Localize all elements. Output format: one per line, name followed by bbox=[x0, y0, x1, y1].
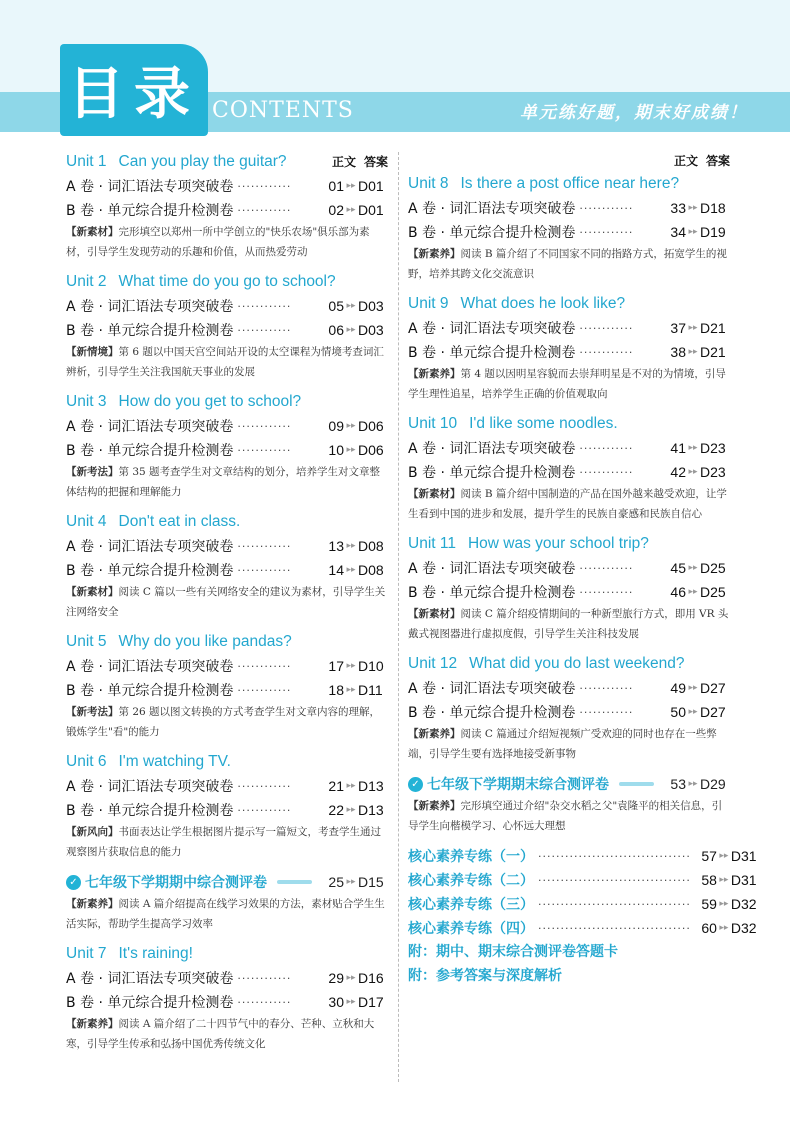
leader-dots: ············ bbox=[579, 321, 634, 335]
answer-page: D32 bbox=[730, 896, 757, 912]
unit-title: Can you play the guitar? bbox=[118, 153, 287, 170]
note-tag: 【新考法】 bbox=[66, 466, 119, 478]
unit-title-row bbox=[408, 292, 730, 316]
note-text: 第 6 题以中国天宫空间站开设的太空课程为情境考查词汇辨析，引导学生关注我国航天事业的发展 bbox=[66, 346, 384, 378]
arrow-icon: ▸▸ bbox=[346, 877, 356, 887]
note-tag: 【新素养】 bbox=[408, 800, 461, 812]
arrow-icon: ▸▸ bbox=[688, 227, 698, 237]
leader-dots: ·································· bbox=[538, 873, 691, 887]
page-number: 45 bbox=[670, 560, 686, 576]
unit-note bbox=[66, 342, 388, 382]
unit-note bbox=[408, 796, 730, 836]
appendix-answers[interactable]: 附：参考答案与深度解析 bbox=[408, 968, 562, 984]
unit-block bbox=[66, 510, 388, 622]
arrow-icon: ▸▸ bbox=[688, 587, 698, 597]
toc-row[interactable] bbox=[66, 798, 388, 822]
page-number: 21 bbox=[328, 778, 344, 794]
answer-page: D08 bbox=[358, 538, 384, 554]
toc-label: A 卷 · 词汇语法专项突破卷 bbox=[66, 539, 234, 555]
unit-number: Unit 1 bbox=[66, 153, 107, 170]
note-text: 阅读 C 篇通过介绍短视频广受欢迎的同时也存在一些弊端，引导学生要有选择地接受新事物 bbox=[408, 728, 717, 760]
page-number: 29 bbox=[328, 970, 344, 986]
leader-dots: ·································· bbox=[538, 849, 691, 863]
unit-title: Don't eat in class. bbox=[118, 513, 241, 530]
unit-title-row bbox=[408, 412, 730, 436]
answer-page: D27 bbox=[700, 704, 726, 720]
arrow-icon: ▸▸ bbox=[346, 541, 356, 551]
page-number: 49 bbox=[670, 680, 686, 696]
arrow-icon: ▸▸ bbox=[346, 301, 356, 311]
leader-dots: ············ bbox=[579, 705, 634, 719]
note-tag: 【新素材】 bbox=[66, 226, 119, 238]
toc-row[interactable] bbox=[408, 220, 730, 244]
answer-page: D15 bbox=[358, 874, 384, 890]
arrow-icon: ▸▸ bbox=[688, 443, 698, 453]
unit-number: Unit 2 bbox=[66, 273, 107, 290]
unit-note bbox=[66, 222, 388, 262]
leader-dots: ············ bbox=[579, 561, 634, 575]
toc-row[interactable] bbox=[66, 414, 388, 438]
unit-number: Unit 4 bbox=[66, 513, 107, 530]
page-number: 09 bbox=[328, 418, 344, 434]
note-text: 第 35 题考查学生对文章结构的划分，培养学生对文章整体结构的把握和理解能力 bbox=[66, 466, 381, 498]
note-text: 书面表达让学生根据图片提示写一篇短文，考查学生通过观察图片获取信息的能力 bbox=[66, 826, 381, 858]
special-label: 核心素养专练（一） bbox=[408, 849, 534, 865]
page-number: 60 bbox=[701, 920, 717, 936]
note-tag: 【新素养】 bbox=[66, 898, 119, 910]
leader-dots: ············ bbox=[237, 683, 292, 697]
unit-note bbox=[66, 582, 388, 622]
answer-page: D23 bbox=[700, 464, 726, 480]
arrow-icon: ▸▸ bbox=[346, 565, 356, 575]
answer-page: D32 bbox=[730, 920, 757, 936]
note-tag: 【新素养】 bbox=[408, 248, 461, 260]
page-number: 13 bbox=[328, 538, 344, 554]
arrow-icon: ▸▸ bbox=[719, 923, 729, 933]
toc-row[interactable] bbox=[408, 316, 730, 340]
toc-label: A 卷 · 词汇语法专项突破卷 bbox=[408, 561, 576, 577]
leader-dots: ············ bbox=[579, 465, 634, 479]
toc-row[interactable] bbox=[66, 174, 388, 198]
page-number: 50 bbox=[670, 704, 686, 720]
unit-note bbox=[66, 894, 388, 934]
unit-block bbox=[66, 390, 388, 502]
leader-dots: ·································· bbox=[538, 921, 691, 935]
note-text: 阅读 C 篇介绍疫情期间的一种新型旅行方式，即用 VR 头戴式视图器进行虚拟度假，引导学生关注科技发展 bbox=[408, 608, 729, 640]
page-number: 10 bbox=[328, 442, 344, 458]
toc-label: A 卷 · 词汇语法专项突破卷 bbox=[66, 179, 234, 195]
toc-row[interactable] bbox=[408, 460, 730, 484]
unit-title-row bbox=[408, 532, 730, 556]
answer-page: D25 bbox=[700, 560, 726, 576]
toc-row[interactable] bbox=[408, 556, 730, 580]
answer-page: D11 bbox=[358, 682, 383, 698]
arrow-icon: ▸▸ bbox=[688, 467, 698, 477]
answer-page: D21 bbox=[700, 344, 726, 360]
answer-page: D01 bbox=[358, 178, 384, 194]
note-tag: 【新素养】 bbox=[408, 728, 461, 740]
unit-block bbox=[408, 172, 730, 284]
page-number: 59 bbox=[701, 896, 717, 912]
unit-title-row bbox=[66, 150, 388, 174]
page-number: 05 bbox=[328, 298, 344, 314]
answer-page: D16 bbox=[358, 970, 384, 986]
arrow-icon: ▸▸ bbox=[346, 685, 356, 695]
page-number: 17 bbox=[328, 658, 344, 674]
arrow-icon: ▸▸ bbox=[688, 683, 698, 693]
note-tag: 【新素养】 bbox=[408, 368, 461, 380]
page-number: 02 bbox=[328, 202, 344, 218]
page-number: 34 bbox=[670, 224, 686, 240]
note-text: 阅读 A 篇介绍了二十四节气中的春分、芒种、立秋和大寒，引导学生传承和弘扬中国优秀传统文化 bbox=[66, 1018, 375, 1050]
unit-title: How do you get to school? bbox=[118, 393, 302, 410]
leader-dots: ············ bbox=[237, 563, 292, 577]
toc-label: A 卷 · 词汇语法专项突破卷 bbox=[408, 681, 576, 697]
toc-label: B 卷 · 单元综合提升检测卷 bbox=[408, 345, 576, 361]
unit-title: How was your school trip? bbox=[467, 535, 649, 552]
leader-dots: ············ bbox=[579, 201, 634, 215]
note-text: 阅读 A 篇介绍提高在线学习效果的方法，素材贴合学生生活实际，帮助学生提高学习效率 bbox=[66, 898, 385, 930]
answer-page: D27 bbox=[700, 680, 726, 696]
unit-note bbox=[408, 244, 730, 284]
toc-label: A 卷 · 词汇语法专项突破卷 bbox=[66, 659, 234, 675]
unit-title: I'm watching TV. bbox=[118, 753, 231, 770]
check-icon: ✓ bbox=[66, 875, 81, 890]
unit-block bbox=[66, 750, 388, 862]
right-column bbox=[408, 150, 757, 988]
answer-page: D01 bbox=[358, 202, 384, 218]
toc-label: A 卷 · 词汇语法专项突破卷 bbox=[66, 971, 234, 987]
toc-row[interactable] bbox=[66, 654, 388, 678]
toc-row[interactable] bbox=[408, 436, 730, 460]
answer-page: D19 bbox=[700, 224, 726, 240]
note-tag: 【新素材】 bbox=[66, 586, 119, 598]
arrow-icon: ▸▸ bbox=[719, 899, 729, 909]
leader-dots: ············ bbox=[237, 779, 292, 793]
toc-label: A 卷 · 词汇语法专项突破卷 bbox=[408, 321, 576, 337]
page-number: 53 bbox=[670, 776, 686, 792]
toc-row[interactable] bbox=[66, 198, 388, 222]
answer-page: D13 bbox=[358, 778, 384, 794]
arrow-icon: ▸▸ bbox=[688, 707, 698, 717]
answer-page: D06 bbox=[358, 442, 384, 458]
special-label: 核心素养专练（三） bbox=[408, 897, 534, 913]
answer-page: D29 bbox=[700, 776, 726, 792]
leader-dots: ············ bbox=[237, 299, 292, 313]
unit-note bbox=[66, 822, 388, 862]
column-headers bbox=[408, 150, 730, 170]
note-text: 完形填空以郑州一所中学创立的"快乐农场"俱乐部为素材，引导学生发现劳动的乐趣和价值，从而热爱劳动 bbox=[66, 226, 370, 258]
page-number: 46 bbox=[670, 584, 686, 600]
unit-note bbox=[408, 484, 730, 524]
unit-note bbox=[66, 1014, 388, 1054]
unit-note bbox=[66, 462, 388, 502]
note-tag: 【新素材】 bbox=[408, 488, 461, 500]
toc-label: B 卷 · 单元综合提升检测卷 bbox=[66, 803, 234, 819]
unit-block bbox=[66, 150, 388, 262]
leader-dots: ············ bbox=[237, 179, 292, 193]
arrow-icon: ▸▸ bbox=[688, 347, 698, 357]
title-box bbox=[60, 44, 208, 136]
toc-label: B 卷 · 单元综合提升检测卷 bbox=[408, 705, 576, 721]
unit-number: Unit 5 bbox=[66, 633, 107, 650]
column-header-answer: 答案 bbox=[705, 153, 730, 168]
answer-page: D25 bbox=[700, 584, 726, 600]
note-tag: 【新情境】 bbox=[66, 346, 119, 358]
arrow-icon: ▸▸ bbox=[346, 997, 356, 1007]
leader-dots: ·································· bbox=[538, 897, 691, 911]
unit-number: Unit 8 bbox=[408, 175, 449, 192]
page-number: 33 bbox=[670, 200, 686, 216]
arrow-icon: ▸▸ bbox=[688, 323, 698, 333]
arrow-icon: ▸▸ bbox=[719, 851, 729, 861]
answer-page: D17 bbox=[358, 994, 384, 1010]
unit-note bbox=[408, 724, 730, 764]
arrow-icon: ▸▸ bbox=[346, 805, 356, 815]
page-number: 58 bbox=[701, 872, 717, 888]
page-number: 38 bbox=[670, 344, 686, 360]
column-header-text: 正文 bbox=[673, 153, 698, 168]
check-icon: ✓ bbox=[408, 777, 423, 792]
unit-block bbox=[66, 630, 388, 742]
page-number: 22 bbox=[328, 802, 344, 818]
special-practice-row[interactable] bbox=[408, 892, 757, 916]
arrow-icon: ▸▸ bbox=[346, 181, 356, 191]
unit-number: Unit 10 bbox=[408, 415, 458, 432]
special-practice-list bbox=[408, 844, 757, 940]
page-number: 30 bbox=[328, 994, 344, 1010]
unit-title-row bbox=[408, 652, 730, 676]
unit-note bbox=[408, 604, 730, 644]
midterm-block bbox=[66, 870, 388, 934]
toc-label: B 卷 · 单元综合提升检测卷 bbox=[66, 995, 234, 1011]
unit-block bbox=[66, 942, 388, 1054]
toc-row[interactable] bbox=[408, 340, 730, 364]
special-practice-row[interactable] bbox=[408, 868, 757, 892]
decorative-bar bbox=[619, 782, 654, 786]
unit-title: What time do you go to school? bbox=[118, 273, 336, 290]
toc-row[interactable] bbox=[66, 966, 388, 990]
toc-label: B 卷 · 单元综合提升检测卷 bbox=[66, 323, 234, 339]
final-row[interactable] bbox=[408, 772, 730, 796]
toc-row[interactable] bbox=[408, 580, 730, 604]
toc-row[interactable] bbox=[66, 294, 388, 318]
note-tag: 【新考法】 bbox=[66, 706, 119, 718]
answer-page: D03 bbox=[358, 298, 384, 314]
special-practice-row[interactable] bbox=[408, 916, 757, 940]
answer-page: D13 bbox=[358, 802, 384, 818]
appendix-answer-sheet[interactable]: 附：期中、期末综合测评卷答题卡 bbox=[408, 944, 618, 960]
unit-title: Is there a post office near here? bbox=[460, 175, 680, 192]
page-number: 18 bbox=[328, 682, 344, 698]
toc-label: B 卷 · 单元综合提升检测卷 bbox=[408, 465, 576, 481]
note-text: 第 26 题以图文转换的方式考查学生对文章内容的理解，锻炼学生"看"的能力 bbox=[66, 706, 381, 738]
toc-label: A 卷 · 词汇语法专项突破卷 bbox=[66, 299, 234, 315]
toc-label: B 卷 · 单元综合提升检测卷 bbox=[66, 443, 234, 459]
toc-label: B 卷 · 单元综合提升检测卷 bbox=[66, 563, 234, 579]
note-text: 第 4 题以因明星容貌而去崇拜明星是不对的为情境，引导学生理性追星，培养学生正确的价值观取向 bbox=[408, 368, 726, 400]
column-divider bbox=[398, 152, 399, 1082]
page-number: 14 bbox=[328, 562, 344, 578]
leader-dots: ············ bbox=[237, 203, 292, 217]
answer-page: D03 bbox=[358, 322, 384, 338]
final-title: 七年级下学期期末综合测评卷 bbox=[427, 777, 609, 793]
special-label: 核心素养专练（二） bbox=[408, 873, 534, 889]
toc-label: B 卷 · 单元综合提升检测卷 bbox=[66, 683, 234, 699]
arrow-icon: ▸▸ bbox=[346, 325, 356, 335]
leader-dots: ············ bbox=[237, 443, 292, 457]
toc-row[interactable] bbox=[408, 676, 730, 700]
answer-page: D23 bbox=[700, 440, 726, 456]
leader-dots: ············ bbox=[237, 659, 292, 673]
toc-row[interactable] bbox=[66, 318, 388, 342]
toc-label: A 卷 · 词汇语法专项突破卷 bbox=[66, 419, 234, 435]
unit-title-row bbox=[66, 270, 388, 294]
answer-page: D10 bbox=[358, 658, 384, 674]
toc-row[interactable] bbox=[66, 774, 388, 798]
unit-block bbox=[408, 412, 730, 524]
page-number: 06 bbox=[328, 322, 344, 338]
leader-dots: ············ bbox=[579, 585, 634, 599]
unit-block bbox=[66, 270, 388, 382]
page-title: 目录 bbox=[68, 62, 200, 127]
toc-row[interactable] bbox=[66, 990, 388, 1014]
leader-dots: ············ bbox=[579, 681, 634, 695]
unit-number: Unit 7 bbox=[66, 945, 107, 962]
column-header-text: 正文 bbox=[331, 155, 356, 169]
arrow-icon: ▸▸ bbox=[688, 203, 698, 213]
unit-note bbox=[408, 364, 730, 404]
left-column bbox=[66, 150, 388, 1062]
page-number: 42 bbox=[670, 464, 686, 480]
note-text: 阅读 B 篇介绍中国制造的产品在国外越来越受欢迎，让学生看到中国的进步和发展，提升学生的民族自豪感和民族自信心 bbox=[408, 488, 727, 520]
answer-page: D18 bbox=[700, 200, 726, 216]
note-text: 阅读 C 篇以一些有关网络安全的建议为素材，引导学生关注网络安全 bbox=[66, 586, 386, 618]
toc-label: A 卷 · 词汇语法专项突破卷 bbox=[408, 441, 576, 457]
leader-dots: ············ bbox=[237, 971, 292, 985]
toc-row[interactable] bbox=[408, 196, 730, 220]
note-tag: 【新素材】 bbox=[408, 608, 461, 620]
special-practice-row[interactable] bbox=[408, 844, 757, 868]
midterm-row[interactable] bbox=[66, 870, 388, 894]
leader-dots: ············ bbox=[237, 803, 292, 817]
leader-dots: ············ bbox=[237, 995, 292, 1009]
arrow-icon: ▸▸ bbox=[346, 445, 356, 455]
unit-title-row bbox=[66, 942, 388, 966]
arrow-icon: ▸▸ bbox=[346, 973, 356, 983]
arrow-icon: ▸▸ bbox=[688, 563, 698, 573]
unit-title-row bbox=[408, 172, 730, 196]
unit-title-row bbox=[66, 630, 388, 654]
arrow-icon: ▸▸ bbox=[346, 205, 356, 215]
page-number: 01 bbox=[328, 178, 344, 194]
leader-dots: ············ bbox=[579, 225, 634, 239]
unit-title: Why do you like pandas? bbox=[118, 633, 292, 650]
toc-row[interactable] bbox=[408, 700, 730, 724]
arrow-icon: ▸▸ bbox=[346, 661, 356, 671]
toc-label: B 卷 · 单元综合提升检测卷 bbox=[408, 225, 576, 241]
unit-title-row bbox=[66, 750, 388, 774]
toc-row[interactable] bbox=[66, 558, 388, 582]
unit-number: Unit 11 bbox=[408, 535, 456, 552]
leader-dots: ············ bbox=[579, 441, 634, 455]
column-header-answer: 答案 bbox=[363, 155, 388, 169]
answer-page: D31 bbox=[730, 872, 757, 888]
unit-number: Unit 3 bbox=[66, 393, 107, 410]
toc-row[interactable] bbox=[66, 438, 388, 462]
note-text: 完形填空通过介绍"杂交水稻之父"袁隆平的相关信息，引导学生向楷模学习、心怀远大理想 bbox=[408, 800, 723, 832]
final-block bbox=[408, 772, 730, 836]
toc-row[interactable] bbox=[66, 534, 388, 558]
unit-note bbox=[66, 702, 388, 742]
unit-title: What did you do last weekend? bbox=[469, 655, 685, 672]
arrow-icon: ▸▸ bbox=[719, 875, 729, 885]
unit-block bbox=[408, 292, 730, 404]
unit-number: Unit 9 bbox=[408, 295, 449, 312]
answer-page: D08 bbox=[358, 562, 384, 578]
slogan: 单元练好题，期末好成绩！ bbox=[520, 103, 748, 123]
leader-dots: ············ bbox=[579, 345, 634, 359]
toc-label: B 卷 · 单元综合提升检测卷 bbox=[66, 203, 234, 219]
unit-title: I'd like some noodles. bbox=[469, 415, 618, 432]
unit-title: What does he look like? bbox=[460, 295, 626, 312]
unit-title-row bbox=[66, 510, 388, 534]
decorative-bar bbox=[277, 880, 312, 884]
unit-block bbox=[408, 532, 730, 644]
arrow-icon: ▸▸ bbox=[688, 779, 698, 789]
unit-number: Unit 6 bbox=[66, 753, 107, 770]
special-label: 核心素养专练（四） bbox=[408, 921, 534, 937]
unit-block bbox=[408, 652, 730, 764]
page-number: 57 bbox=[701, 848, 717, 864]
toc-label: A 卷 · 词汇语法专项突破卷 bbox=[66, 779, 234, 795]
note-tag: 【新风向】 bbox=[66, 826, 119, 838]
leader-dots: ············ bbox=[237, 419, 292, 433]
page-number: 41 bbox=[670, 440, 686, 456]
page-number: 25 bbox=[328, 874, 344, 890]
page-number: 37 bbox=[670, 320, 686, 336]
note-tag: 【新素养】 bbox=[66, 1018, 119, 1030]
leader-dots: ············ bbox=[237, 539, 292, 553]
answer-page: D21 bbox=[700, 320, 726, 336]
answer-page: D06 bbox=[358, 418, 384, 434]
arrow-icon: ▸▸ bbox=[346, 421, 356, 431]
midterm-title: 七年级下学期期中综合测评卷 bbox=[85, 875, 267, 891]
unit-title: It's raining! bbox=[118, 945, 193, 962]
note-text: 阅读 B 篇介绍了不同国家不同的指路方式，拓宽学生的视野，培养其跨文化交流意识 bbox=[408, 248, 727, 280]
unit-number: Unit 12 bbox=[408, 655, 458, 672]
toc-row[interactable] bbox=[66, 678, 388, 702]
answer-page: D31 bbox=[730, 848, 757, 864]
contents-word: CONTENTS bbox=[212, 98, 354, 123]
arrow-icon: ▸▸ bbox=[346, 781, 356, 791]
toc-label: B 卷 · 单元综合提升检测卷 bbox=[408, 585, 576, 601]
toc-label: A 卷 · 词汇语法专项突破卷 bbox=[408, 201, 576, 217]
leader-dots: ············ bbox=[237, 323, 292, 337]
unit-title-row bbox=[66, 390, 388, 414]
